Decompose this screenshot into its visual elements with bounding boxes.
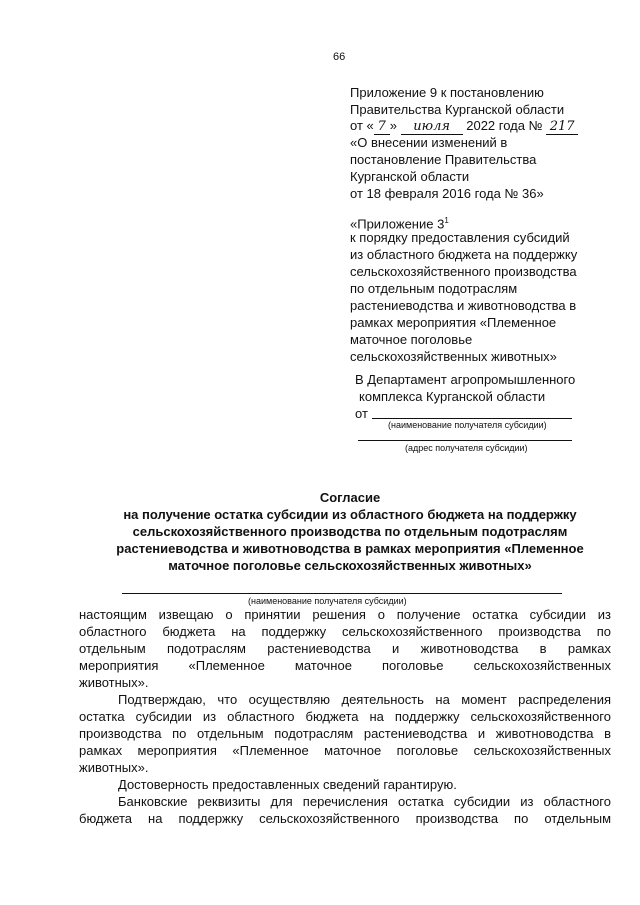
paragraph-1: [79, 606, 611, 691]
handwritten-number: 217: [546, 120, 578, 135]
paragraph-3: [79, 776, 611, 793]
appendix9-line2: Правительства Курганской области: [350, 102, 565, 117]
appendix9-line7: от 18 февраля 2016 года № 36»: [350, 186, 544, 201]
date-mid: »: [389, 118, 397, 133]
paragraph-line: бюджета на поддержку сельскохозяйственного производства по отдельным: [79, 811, 611, 826]
paragraph-line: отдельным подотраслям растениеводства и животноводства в рамках: [79, 641, 611, 656]
paragraph-line: рамках мероприятия «Племенное маточное поголовье сельскохозяйственных: [79, 743, 611, 758]
paragraph-line: Подтверждаю, что осуществляю деятельность на момент распределения: [118, 692, 611, 707]
paragraph-line: производства по отдельным подотраслям растениеводства и животноводства в: [79, 726, 611, 741]
appendix3-line: из областного бюджета на поддержку: [350, 247, 578, 262]
recipient-line: [122, 593, 562, 594]
appendix3-line: сельскохозяйственных животных»: [350, 349, 557, 364]
caption-recipient-name: (наименование получателя субсидии): [388, 420, 547, 430]
paragraph-line: настоящим извещаю о принятии решения о получение остатка субсидии из: [79, 607, 611, 622]
appendix9-date-line: [350, 117, 578, 135]
handwritten-day: 7: [374, 120, 390, 135]
paragraph-4: [79, 793, 611, 827]
caption-recipient-address: (адрес получателя субсидии): [405, 443, 528, 453]
page-number: 66: [333, 51, 346, 63]
paragraph-line: Достоверность предоставленных сведений гарантирую.: [118, 777, 457, 792]
appendix3-head-text: «Приложение 3: [350, 216, 445, 232]
paragraph-line: Банковские реквизиты для перечисления остатка субсидии из областного: [118, 794, 611, 809]
appendix9-line6: Курганской области: [350, 169, 470, 184]
addressee-line2: комплекса Курганской области: [359, 389, 546, 404]
addressee-line1: В Департамент агропромышленного: [355, 372, 576, 387]
appendix9-line5: постановление Правительства: [350, 152, 537, 167]
title-line4: растениеводства и животноводства в рамках мероприятия «Племенное: [116, 541, 584, 556]
appendix3-line: маточное поголовье: [350, 332, 473, 347]
appendix3-line: рамках мероприятия «Племенное: [350, 315, 557, 330]
date-year: 2022 года №: [466, 118, 543, 133]
paragraph-2: [79, 691, 611, 776]
paragraph-line: остатка субсидии из областного бюджета на поддержку сельскохозяйственного: [79, 709, 611, 724]
from-label: от: [355, 406, 368, 421]
date-prefix: от «: [350, 118, 374, 133]
paragraph-line: мероприятия «Племенное маточное поголовье сельскохозяйственных: [79, 658, 611, 673]
recipient-address-line: [358, 440, 572, 441]
paragraph-line: областного бюджета на поддержку сельскохозяйственного производства по: [79, 624, 611, 639]
appendix9-line1: Приложение 9 к постановлению: [350, 85, 544, 100]
appendix3-superscript: 1: [444, 216, 449, 225]
title-line1: Согласие: [319, 490, 381, 505]
appendix3-line: растениеводства и животноводства в: [350, 298, 577, 313]
appendix3-line: сельскохозяйственного производства: [350, 264, 577, 279]
caption-recipient-name-2: (наименование получателя субсидии): [248, 596, 407, 606]
recipient-name-line: [372, 418, 572, 419]
appendix3-line: по отдельным подотраслям: [350, 281, 518, 296]
appendix3-line: к порядку предоставления субсидий: [350, 230, 570, 245]
appendix9-line4: «О внесении изменений в: [350, 135, 508, 150]
paragraph-line: животных».: [79, 675, 149, 690]
handwritten-month: июля: [401, 120, 463, 135]
title-line2: на получение остатка субсидии из областного бюджета на поддержку: [123, 507, 577, 522]
title-line3: сельскохозяйственного производства по отдельным подотраслям: [132, 524, 568, 539]
title-line5: маточное поголовье сельскохозяйственных животных»: [168, 558, 532, 573]
paragraph-line: животных».: [79, 760, 149, 775]
